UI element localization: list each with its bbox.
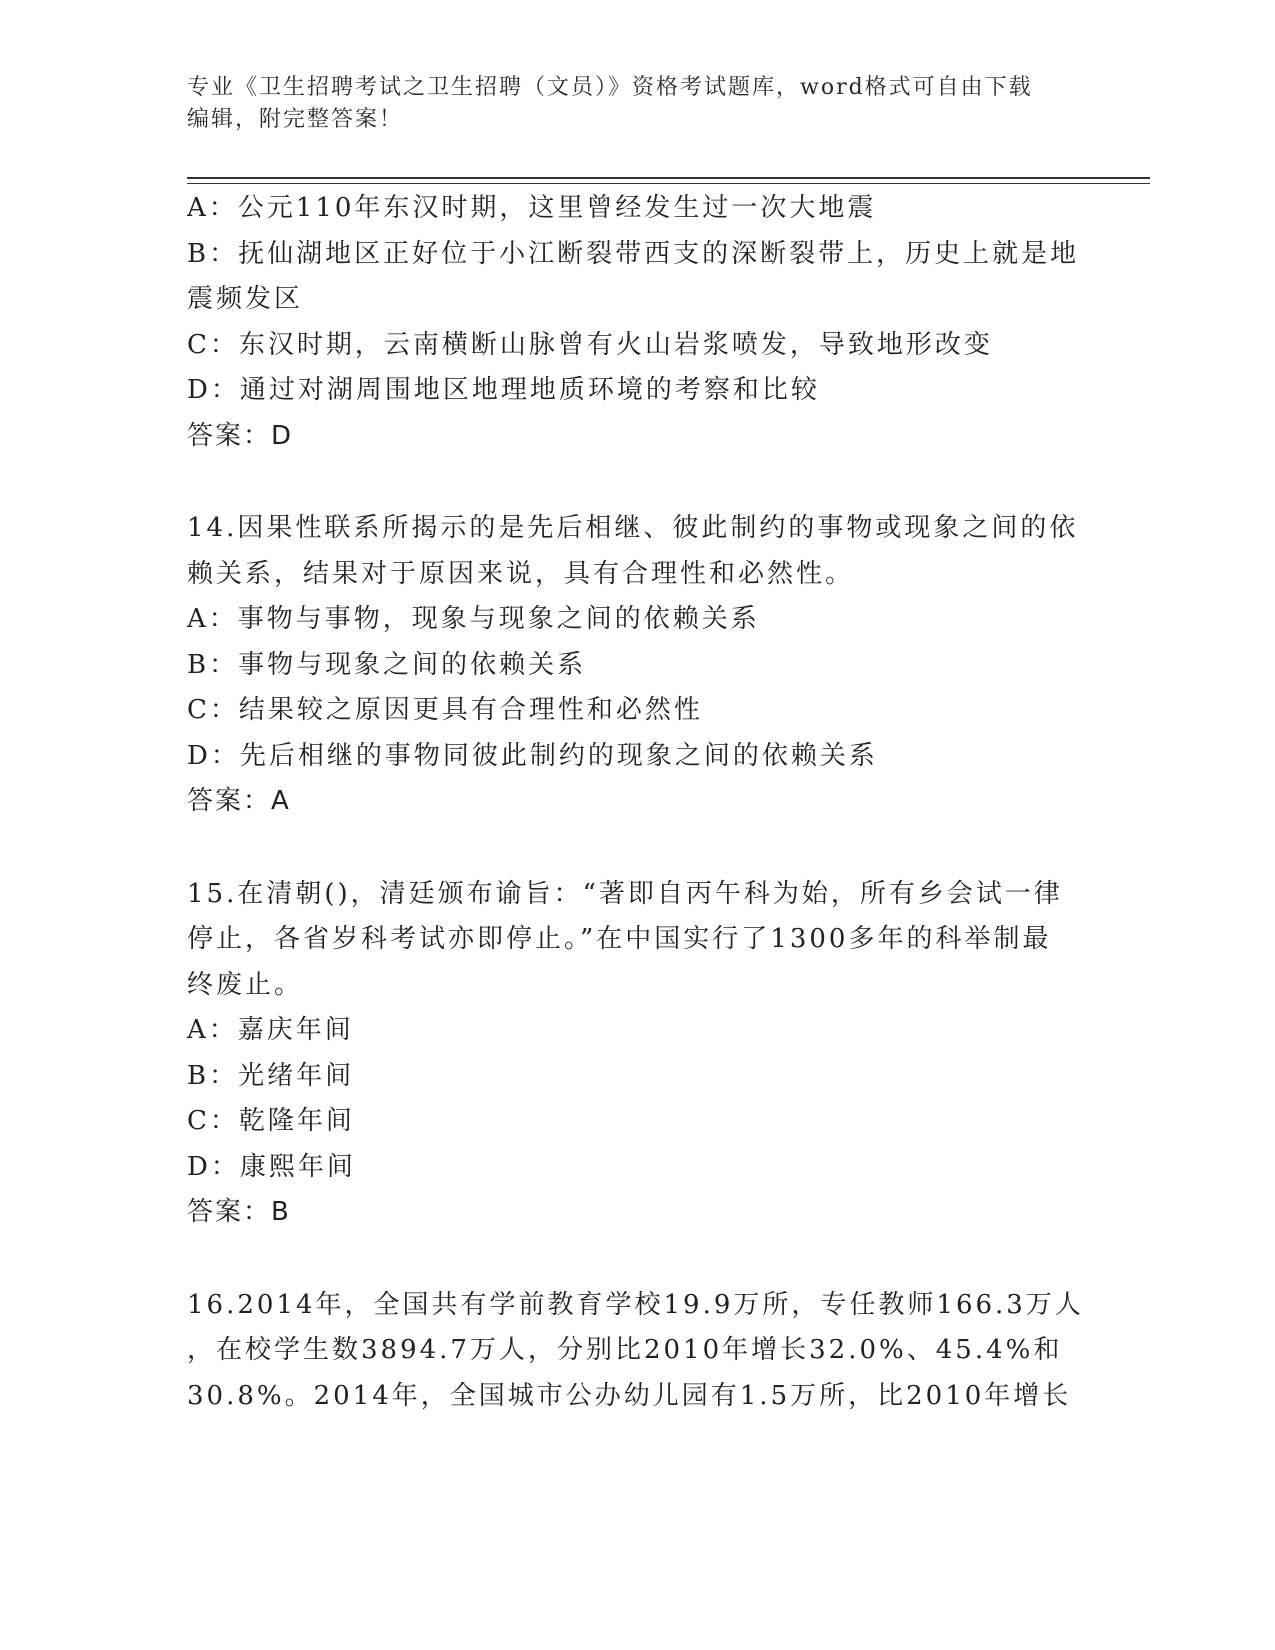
option-d: D：通过对湖周围地区地理地质环境的考察和比较 (187, 375, 820, 405)
header-line-2: 编辑，附完整答案！ (187, 107, 404, 132)
question-spacer (187, 459, 1077, 506)
question-spacer (187, 825, 1077, 872)
question-stem-continued: 终废止。 (187, 969, 304, 1000)
question-stem-continued: ，在校学生数3894.7万人，分别比2010年增长32.0%、45.4%和 (187, 1335, 1063, 1365)
question-stem: 14.因果性联系所揭示的是先后相继、彼此制约的事物或现象之间的依 (187, 513, 1079, 543)
header-line-1: 专业《卫生招聘考试之卫生招聘（文员）》资格考试题库，word格式可自由下载 (187, 75, 1033, 100)
answer-label: 答案：A (187, 786, 291, 816)
question-15 (187, 872, 1077, 1236)
option-c: C：乾隆年间 (187, 1106, 355, 1136)
question-stem-continued: 30.8%。2014年，全国城市公办幼儿园有1.5万所，比2010年增长 (187, 1380, 1072, 1411)
option-b-continued: 震频发区 (187, 284, 304, 314)
question-stem: 16.2014年，全国共有学前教育学校19.9万所，专任教师166.3万人 (187, 1289, 1084, 1320)
header-divider-thick (187, 177, 1150, 179)
question-stem-continued: 赖关系，结果对于原因来说，具有合理性和必然性。 (187, 558, 855, 589)
option-a: A：嘉庆年间 (187, 1015, 354, 1045)
question-16 (187, 1283, 1084, 1420)
header-divider-thin (187, 183, 1150, 184)
question-stem: 15.在清朝()，清廷颁布谕旨：“著即自丙午科为始，所有乡会试一律 (187, 878, 1063, 909)
question-spacer (187, 1236, 1077, 1283)
document-header (187, 72, 1077, 136)
option-a: A：公元110年东汉时期，这里曾经发生过一次大地震 (187, 193, 877, 223)
answer-label: 答案：B (187, 1197, 291, 1227)
option-a: A：事物与事物，现象与现象之间的依赖关系 (187, 604, 760, 634)
option-b: B：抚仙湖地区正好位于小江断裂带西支的深断裂带上，历史上就是地 (187, 238, 1080, 269)
question-stem-continued: 停止，各省岁科考试亦即停止。”在中国实行了1300多年的科举制最 (187, 924, 1052, 954)
answer-label: 答案：D (187, 420, 294, 451)
option-d: D：康熙年间 (187, 1151, 356, 1182)
question-13 (187, 186, 1080, 459)
option-b: B：光绪年间 (187, 1060, 355, 1091)
question-14 (187, 506, 1077, 825)
option-b: B：事物与现象之间的依赖关系 (187, 649, 587, 680)
option-c: C：结果较之原因更具有合理性和必然性 (187, 695, 703, 725)
option-d: D：先后相继的事物同彼此制约的现象之间的依赖关系 (187, 740, 878, 771)
question-content (187, 186, 1084, 1419)
option-c: C：东汉时期，云南横断山脉曾有火山岩浆喷发，导致地形改变 (187, 329, 993, 360)
